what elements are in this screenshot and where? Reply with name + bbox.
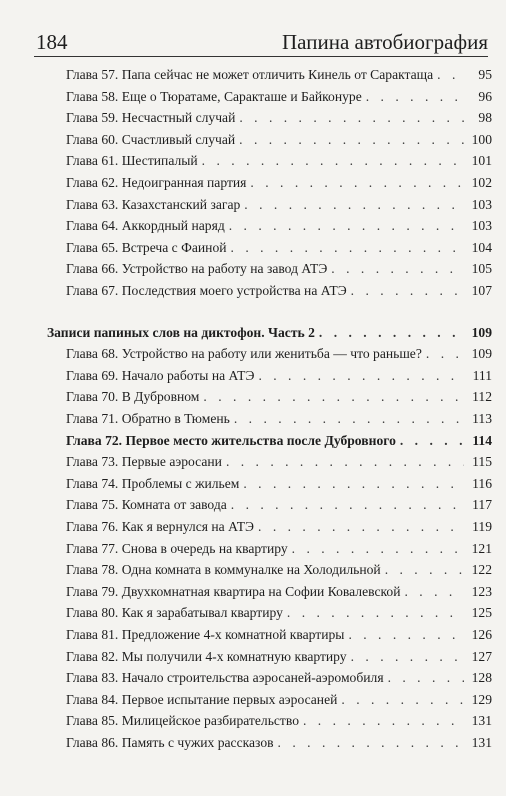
toc-chapter-row [66, 212, 492, 234]
toc-entry-page: 115 [472, 454, 492, 470]
dot-leader [348, 627, 464, 643]
toc-entry-title: Глава 73. Первые аэросани [66, 454, 222, 470]
dot-leader [437, 67, 464, 83]
toc-entry-title: Глава 62. Недоигранная партия [66, 175, 247, 190]
toc-entry-page: 122 [471, 562, 492, 578]
toc-chapter-row [66, 277, 492, 299]
toc-entry-title: Глава 85. Милицейское разбирательство [66, 713, 299, 729]
toc-chapter-row [66, 599, 492, 621]
toc-entry-page: 112 [472, 389, 492, 405]
toc-entry-title: Глава 78. Одна комната в коммуналке на Холодильной [66, 562, 381, 578]
toc-chapter-row [66, 61, 492, 83]
dot-leader [303, 713, 464, 729]
toc-chapter-row [66, 513, 492, 535]
dot-leader [226, 454, 464, 470]
toc-entry-page: 103 [471, 218, 492, 234]
toc-entry-title: Глава 57. Папа сейчас не может отличить Кинель от Сарактаща [66, 67, 434, 82]
toc-chapter-row [66, 169, 492, 191]
dot-leader [239, 110, 464, 126]
toc-entry-title: Глава 79. Двухкомнатная квартира на Софии Ковалевской [66, 583, 401, 599]
dot-leader [319, 325, 464, 341]
dot-leader [400, 433, 464, 449]
toc-entry-title: Записи папиных слов на диктофон. Часть 2 [47, 324, 315, 340]
toc-chapter-row [66, 729, 492, 751]
dot-leader [278, 735, 464, 751]
toc-chapter-row [66, 448, 492, 470]
toc-entry-title: Глава 80. Как я зарабатывал квартиру [66, 605, 283, 621]
toc-entry-page: 127 [471, 648, 492, 664]
toc-entry-title: Глава 70. В Дубровном [66, 389, 200, 405]
toc-entry-page: 109 [471, 324, 492, 340]
toc-chapter-row [66, 191, 492, 213]
dot-leader [426, 346, 464, 362]
toc-chapter-row [66, 255, 492, 277]
dot-leader [250, 175, 464, 191]
dot-leader [203, 389, 464, 405]
page-header [34, 30, 488, 57]
toc-entry-title: Глава 71. Обратно в Тюмень [66, 411, 230, 426]
dot-leader [229, 218, 464, 234]
toc-chapter-row [66, 664, 492, 686]
dot-leader [234, 411, 464, 427]
toc-entry-page: 131 [471, 713, 492, 729]
dot-leader [202, 153, 464, 169]
toc-entry-title: Глава 74. Проблемы с жильем [66, 475, 240, 491]
dot-leader [292, 541, 464, 557]
toc-entry-title: Глава 83. Начало строительства аэросаней-аэромобиля [66, 670, 384, 686]
dot-leader [351, 649, 464, 665]
toc-chapter-row [66, 621, 492, 643]
toc-chapter-row [66, 362, 492, 384]
toc-chapter-row [66, 643, 492, 665]
toc-entry-title: Глава 77. Снова в очередь на квартиру [66, 540, 288, 556]
toc-entry-page: 104 [471, 239, 492, 255]
toc-chapter-row [66, 234, 492, 256]
toc-section-row [47, 319, 492, 341]
toc-entry-title: Глава 67. Последствия моего устройства на АТЭ [66, 283, 347, 298]
toc-chapter-row [66, 535, 492, 557]
dot-leader [388, 670, 464, 686]
dot-leader [385, 562, 464, 578]
toc-chapter-row [66, 491, 492, 513]
toc-chapter-row [66, 383, 492, 405]
toc-entry-page: 101 [471, 153, 492, 169]
toc-entry-page: 113 [472, 411, 492, 426]
toc-entry-title: Глава 82. Мы получили 4-х комнатную квартиру [66, 648, 347, 664]
toc-entry-page: 109 [471, 346, 492, 362]
toc-chapter-row [66, 405, 492, 427]
running-title: Папина автобиография [282, 30, 488, 54]
toc-entry-title: Глава 65. Встреча с Фаиной [66, 239, 227, 255]
dot-leader [341, 692, 464, 708]
toc-entry-page: 116 [472, 475, 492, 491]
toc-entry-title: Глава 69. Начало работы на АТЭ [66, 367, 255, 383]
toc-chapter-row [66, 340, 492, 362]
toc-entry-page: 117 [472, 497, 492, 513]
toc-entry-page: 105 [471, 261, 492, 277]
toc-chapter-row [66, 104, 492, 126]
toc-entry-title: Глава 60. Счастливый случай [66, 131, 236, 147]
toc-chapter-row [66, 126, 492, 148]
toc-entry-page: 129 [471, 691, 492, 707]
dot-leader [231, 497, 464, 513]
toc-entry-title: Глава 66. Устройство на работу на завод АТЭ [66, 261, 328, 277]
dot-leader [331, 261, 464, 277]
toc-chapter-row [66, 707, 492, 729]
dot-leader [258, 519, 464, 535]
dot-leader [243, 476, 464, 492]
toc-entry-title: Глава 64. Аккордный наряд [66, 218, 225, 234]
toc-chapter-row [66, 578, 492, 600]
toc-entry-title: Глава 72. Первое место жительства после Дубровного [66, 432, 396, 448]
dot-leader [244, 197, 464, 213]
toc-entry-page: 114 [472, 432, 492, 448]
toc-entry-title: Глава 63. Казахстанский загар [66, 196, 241, 212]
toc-entry-title: Глава 58. Еще о Тюратаме, Саракташе и Байконуре [66, 88, 362, 104]
dot-leader [287, 605, 464, 621]
toc-entry-page: 123 [471, 583, 492, 599]
toc-chapter-row [66, 556, 492, 578]
dot-leader [239, 132, 464, 148]
toc-chapter-row [66, 686, 492, 708]
dot-leader [351, 283, 464, 299]
toc-entry-page: 95 [478, 67, 492, 82]
toc-entry-page: 100 [471, 131, 492, 147]
toc-entry-title: Глава 59. Несчастный случай [66, 110, 236, 126]
toc-chapter-row [66, 427, 492, 449]
toc-entry-page: 121 [471, 540, 492, 556]
toc-entry-page: 103 [471, 196, 492, 212]
toc-chapter-row [66, 83, 492, 105]
toc-entry-page: 126 [471, 627, 492, 642]
toc-entry-title: Глава 81. Предложение 4-х комнатной квартиры [66, 627, 345, 642]
toc-entry-page: 96 [478, 88, 492, 104]
toc-entry-page: 131 [471, 735, 492, 750]
toc-chapter-row [66, 470, 492, 492]
toc-entry-page: 98 [478, 110, 492, 126]
dot-leader [231, 240, 464, 256]
toc-entry-page: 111 [472, 367, 492, 383]
dot-leader [258, 368, 464, 384]
toc-entry-page: 107 [471, 283, 492, 298]
toc-entry-page: 125 [471, 605, 492, 621]
dot-leader [404, 584, 464, 600]
dot-leader [366, 89, 464, 105]
toc-entry-title: Глава 75. Комната от завода [66, 497, 227, 513]
toc-entry-title: Глава 61. Шестипалый [66, 153, 198, 169]
toc-entry-title: Глава 84. Первое испытание первых аэросаней [66, 691, 338, 707]
toc-entry-title: Глава 86. Память с чужих рассказов [66, 735, 274, 750]
toc-chapter-row [66, 147, 492, 169]
toc-entry-page: 119 [472, 519, 492, 534]
toc-entry-title: Глава 68. Устройство на работу или женитьба — что раньше? [66, 346, 422, 362]
toc-entry-page: 128 [471, 670, 492, 686]
toc-entry-title: Глава 76. Как я вернулся на АТЭ [66, 519, 255, 534]
page-number: 184 [36, 30, 68, 54]
toc-entry-page: 102 [471, 175, 492, 190]
